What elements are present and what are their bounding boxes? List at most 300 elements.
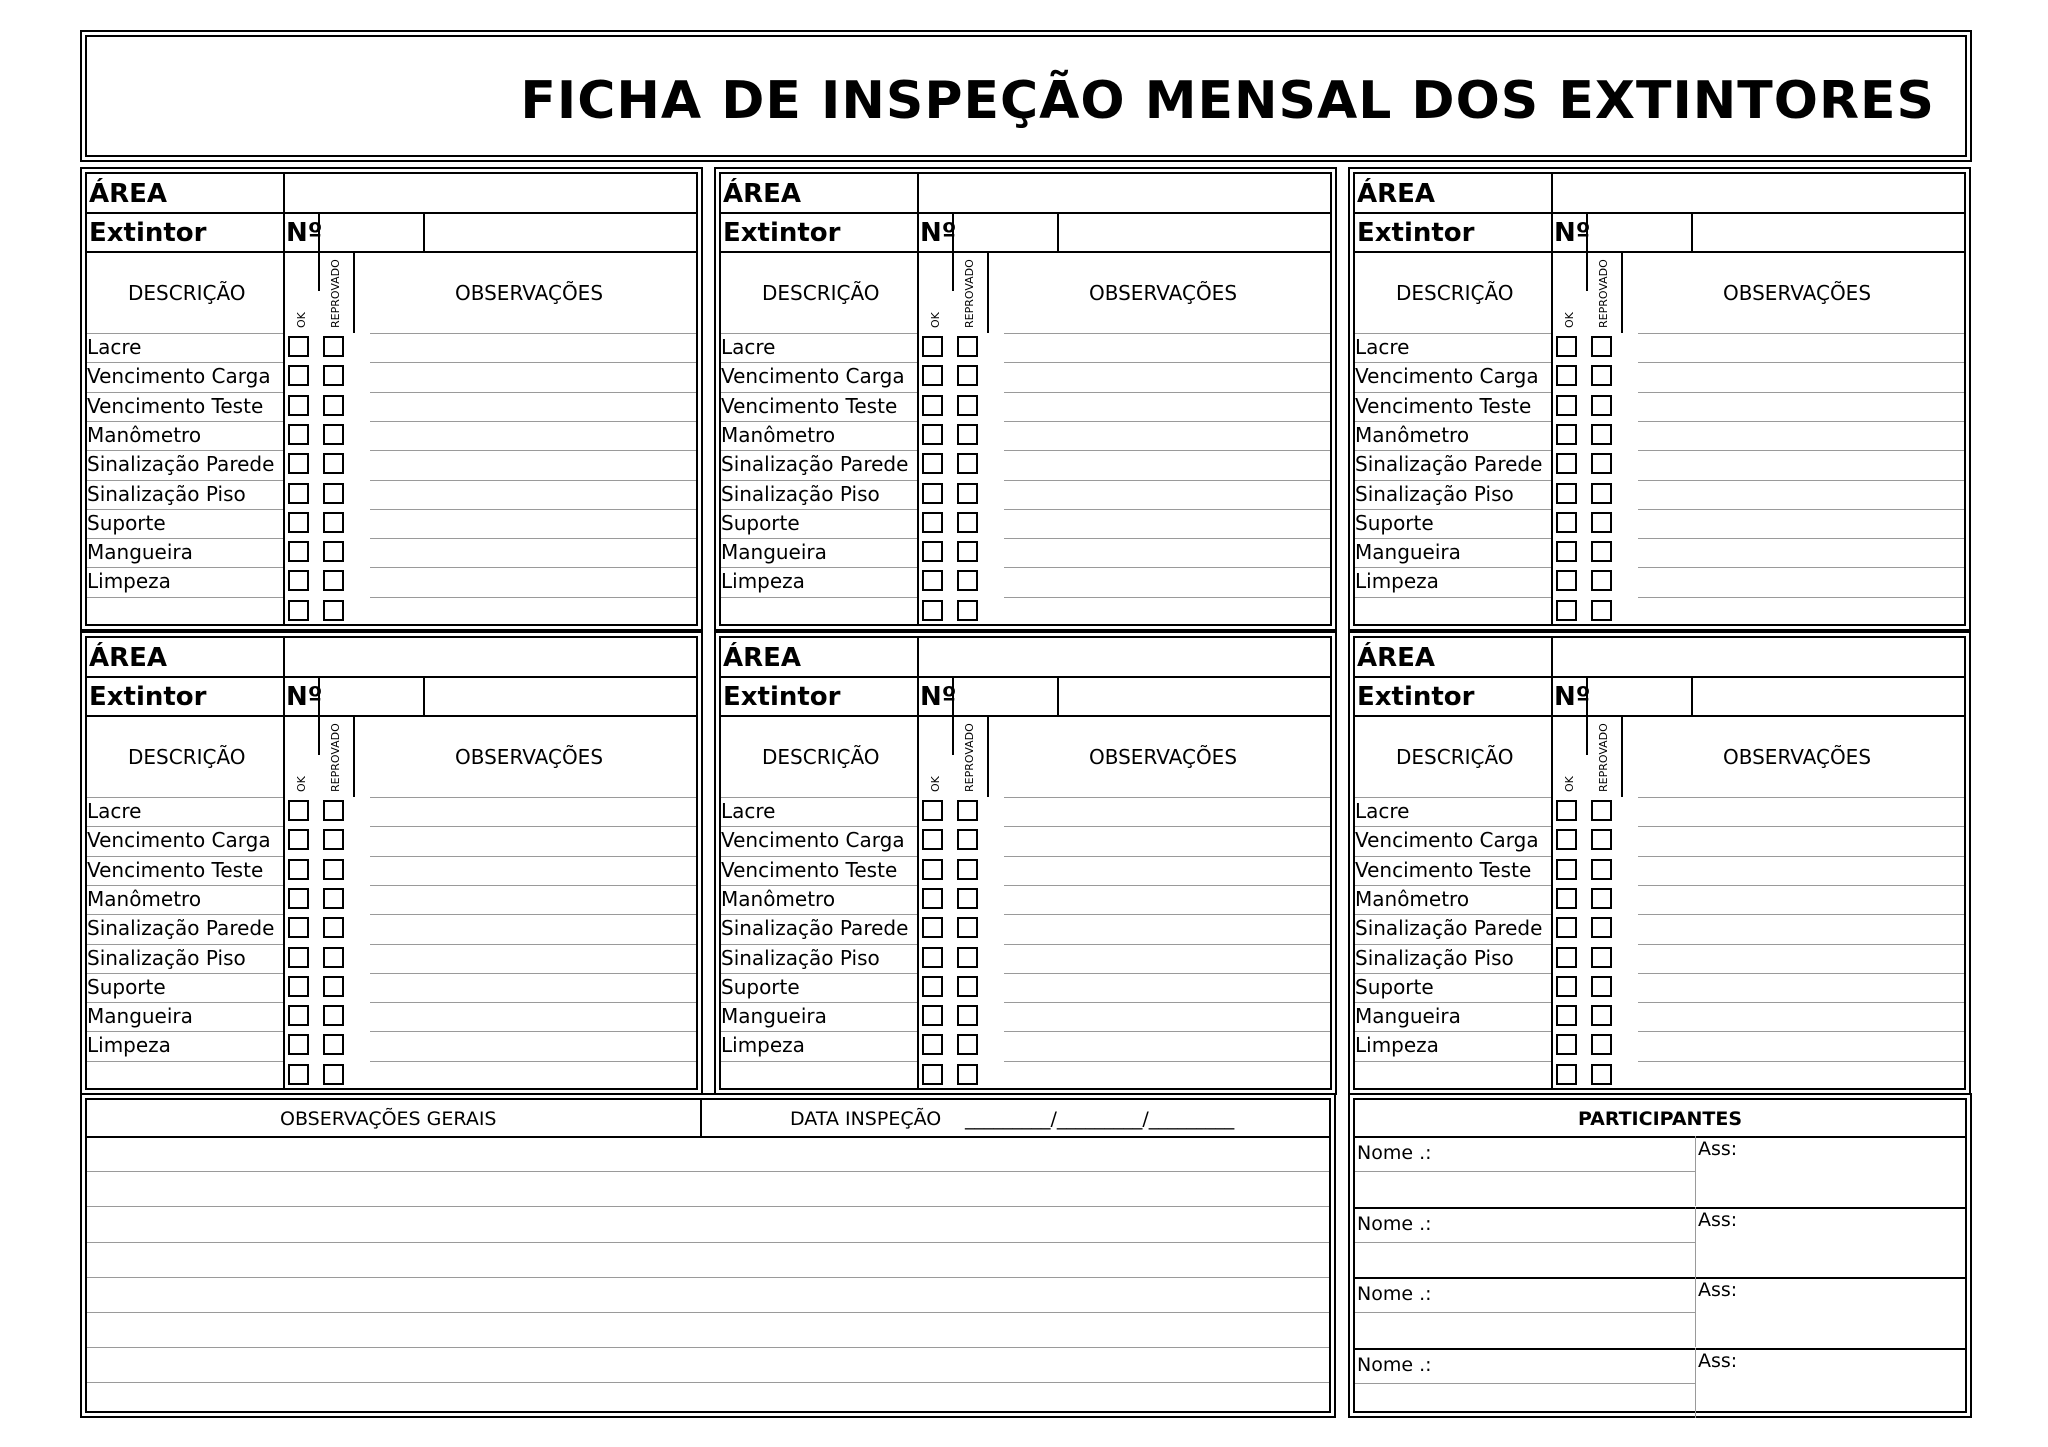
ok-checkbox[interactable] bbox=[922, 424, 943, 445]
numero-label: Nº bbox=[920, 682, 957, 712]
ok-checkbox[interactable] bbox=[1556, 483, 1577, 504]
row-line-left bbox=[87, 392, 283, 393]
ok-checkbox[interactable] bbox=[288, 365, 309, 386]
row-line-left bbox=[721, 885, 917, 886]
ok-checkbox[interactable] bbox=[288, 541, 309, 562]
row-line-left bbox=[721, 450, 917, 451]
reprovado-checkbox[interactable] bbox=[323, 483, 344, 504]
nome-subline bbox=[1355, 1242, 1695, 1243]
ok-checkbox[interactable] bbox=[1556, 424, 1577, 445]
area-label: ÁREA bbox=[1357, 643, 1436, 673]
reprovado-checkbox[interactable] bbox=[957, 829, 978, 850]
extinguisher-panel-inner bbox=[1353, 172, 1966, 626]
reprovado-checkbox[interactable] bbox=[1591, 800, 1612, 821]
ok-checkbox[interactable] bbox=[288, 800, 309, 821]
item-label: Manômetro bbox=[87, 886, 202, 911]
item-label: Limpeza bbox=[87, 1033, 171, 1058]
ok-checkbox[interactable] bbox=[922, 947, 943, 968]
row-line-obs bbox=[1004, 509, 1330, 510]
item-label: Lacre bbox=[1355, 335, 1410, 359]
reprovado-checkbox[interactable] bbox=[957, 512, 978, 533]
numero-field-divider bbox=[423, 676, 425, 715]
row-line-obs bbox=[1004, 480, 1330, 481]
ok-checkbox[interactable] bbox=[1556, 453, 1577, 474]
row-line-obs bbox=[1638, 538, 1964, 539]
item-label: Mangueira bbox=[87, 540, 193, 565]
ok-checkbox[interactable] bbox=[922, 483, 943, 504]
area-line bbox=[87, 676, 696, 678]
reprovado-checkbox[interactable] bbox=[957, 947, 978, 968]
reprovado-checkbox[interactable] bbox=[323, 453, 344, 474]
row-line-obs bbox=[1638, 362, 1964, 363]
row-line-obs bbox=[1004, 362, 1330, 363]
row-line-left bbox=[1355, 1061, 1551, 1062]
ok-checkbox[interactable] bbox=[1556, 947, 1577, 968]
header-bottom-line-obs bbox=[1004, 797, 1330, 798]
observacoes-header: OBSERVAÇÕES bbox=[1723, 745, 1872, 769]
row-line-obs bbox=[1004, 597, 1330, 598]
reprovado-checkbox[interactable] bbox=[1591, 395, 1612, 416]
reprovado-checkbox[interactable] bbox=[323, 1064, 344, 1085]
participants-header-line bbox=[1355, 1136, 1965, 1138]
header-bottom-line-left bbox=[1355, 333, 1551, 334]
ok-checkbox[interactable] bbox=[922, 512, 943, 533]
inspection-date-field[interactable]: _________/_________/_________ bbox=[965, 1108, 1235, 1130]
item-label: Sinalização Piso bbox=[721, 945, 880, 970]
reprovado-checkbox[interactable] bbox=[957, 859, 978, 880]
ok-checkbox[interactable] bbox=[1556, 859, 1577, 880]
item-label: Lacre bbox=[87, 799, 142, 823]
reprovado-checkbox[interactable] bbox=[957, 424, 978, 445]
ok-checkbox[interactable] bbox=[922, 1034, 943, 1055]
row-line-left bbox=[721, 1031, 917, 1032]
row-line-left bbox=[1355, 1002, 1551, 1003]
descricao-header: DESCRIÇÃO bbox=[1396, 281, 1514, 305]
reprovado-checkbox[interactable] bbox=[957, 1064, 978, 1085]
row-line-left bbox=[1355, 856, 1551, 857]
row-line-left bbox=[1355, 944, 1551, 945]
row-line-obs bbox=[1638, 480, 1964, 481]
header-bottom-line-left bbox=[721, 333, 917, 334]
ok-checkbox[interactable] bbox=[922, 976, 943, 997]
numero-label: Nº bbox=[920, 218, 957, 248]
area-line bbox=[721, 676, 1330, 678]
row-line-left bbox=[87, 480, 283, 481]
reprovado-checkbox[interactable] bbox=[957, 453, 978, 474]
participant-line bbox=[1355, 1348, 1965, 1350]
reprovado-checkbox[interactable] bbox=[957, 1034, 978, 1055]
nome-subline bbox=[1355, 1312, 1695, 1313]
row-line-left bbox=[1355, 450, 1551, 451]
item-label: Mangueira bbox=[721, 540, 827, 565]
reprovado-checkbox[interactable] bbox=[957, 888, 978, 909]
reprovado-checkbox[interactable] bbox=[957, 976, 978, 997]
reprovado-checkbox[interactable] bbox=[323, 512, 344, 533]
row-line-left bbox=[721, 856, 917, 857]
extintor-line bbox=[721, 251, 1330, 253]
item-label: Vencimento Teste bbox=[1355, 393, 1532, 418]
general-observations-box bbox=[80, 1093, 1336, 1418]
ok-checkbox[interactable] bbox=[922, 917, 943, 938]
row-line-obs bbox=[370, 856, 696, 857]
ok-checkbox[interactable] bbox=[1556, 1064, 1577, 1085]
area-divider bbox=[917, 174, 919, 212]
ok-checkbox[interactable] bbox=[1556, 1034, 1577, 1055]
ok-checkbox[interactable] bbox=[288, 947, 309, 968]
reprovado-checkbox[interactable] bbox=[1591, 512, 1612, 533]
item-label: Limpeza bbox=[87, 569, 171, 594]
ok-checkbox[interactable] bbox=[288, 1005, 309, 1026]
reprovado-checkbox[interactable] bbox=[1591, 859, 1612, 880]
reprovado-checkbox[interactable] bbox=[1591, 1005, 1612, 1026]
row-line-left bbox=[1355, 392, 1551, 393]
extintor-label: Extintor bbox=[89, 218, 207, 248]
reprovado-checkbox[interactable] bbox=[1591, 888, 1612, 909]
area-line bbox=[87, 212, 696, 214]
row-line-left bbox=[87, 509, 283, 510]
reprovado-checkbox[interactable] bbox=[323, 395, 344, 416]
ok-checkbox[interactable] bbox=[1556, 365, 1577, 386]
ok-checkbox[interactable] bbox=[1556, 512, 1577, 533]
row-line-left bbox=[1355, 885, 1551, 886]
reprovado-checkbox[interactable] bbox=[957, 541, 978, 562]
row-line-obs bbox=[370, 538, 696, 539]
ok-checkbox[interactable] bbox=[288, 395, 309, 416]
reprovado-header: REPROVADO bbox=[1597, 259, 1610, 328]
observacoes-header: OBSERVAÇÕES bbox=[455, 745, 604, 769]
observacoes-header: OBSERVAÇÕES bbox=[1723, 281, 1872, 305]
reprovado-checkbox[interactable] bbox=[323, 917, 344, 938]
row-line-left bbox=[87, 973, 283, 974]
item-label: Suporte bbox=[1355, 510, 1434, 535]
descricao-divider bbox=[1551, 755, 1553, 1090]
participants-inner bbox=[1353, 1098, 1967, 1413]
ok-checkbox[interactable] bbox=[1556, 976, 1577, 997]
ok-checkbox[interactable] bbox=[288, 1034, 309, 1055]
row-line-obs bbox=[370, 480, 696, 481]
reprovado-checkbox[interactable] bbox=[1591, 947, 1612, 968]
observation-line bbox=[87, 1242, 1329, 1243]
numero-label: Nº bbox=[286, 218, 323, 248]
item-label: Manômetro bbox=[721, 422, 836, 447]
item-label: Manômetro bbox=[87, 422, 202, 447]
row-line-obs bbox=[1638, 885, 1964, 886]
row-line-obs bbox=[1004, 885, 1330, 886]
reprovado-checkbox[interactable] bbox=[323, 859, 344, 880]
reprovado-checkbox[interactable] bbox=[323, 947, 344, 968]
ok-header: OK bbox=[295, 776, 308, 792]
item-label: Limpeza bbox=[1355, 569, 1439, 594]
ok-checkbox[interactable] bbox=[922, 365, 943, 386]
ok-checkbox[interactable] bbox=[922, 600, 943, 621]
row-line-obs bbox=[1638, 421, 1964, 422]
extinguisher-panel bbox=[80, 167, 703, 631]
reprovado-header: REPROVADO bbox=[963, 259, 976, 328]
row-line-left bbox=[87, 1002, 283, 1003]
reprovado-checkbox[interactable] bbox=[957, 1005, 978, 1026]
row-line-left bbox=[1355, 1031, 1551, 1032]
row-line-obs bbox=[370, 597, 696, 598]
observation-line bbox=[87, 1347, 1329, 1348]
general-observations-inner bbox=[85, 1098, 1331, 1413]
row-line-obs bbox=[370, 1031, 696, 1032]
ok-checkbox[interactable] bbox=[1556, 888, 1577, 909]
ok-checkbox[interactable] bbox=[288, 600, 309, 621]
area-label: ÁREA bbox=[723, 643, 802, 673]
row-line-obs bbox=[1638, 567, 1964, 568]
nome-label: Nome .: bbox=[1357, 1142, 1432, 1164]
descricao-header: DESCRIÇÃO bbox=[762, 745, 880, 769]
observation-line bbox=[87, 1171, 1329, 1172]
descricao-divider bbox=[283, 291, 285, 626]
nome-label: Nome .: bbox=[1357, 1283, 1432, 1305]
reprovado-divider bbox=[1621, 251, 1623, 333]
reprovado-checkbox[interactable] bbox=[1591, 600, 1612, 621]
ok-checkbox[interactable] bbox=[922, 859, 943, 880]
area-divider bbox=[283, 174, 285, 212]
ok-checkbox[interactable] bbox=[1556, 917, 1577, 938]
row-line-obs bbox=[1004, 826, 1330, 827]
participant-line bbox=[1355, 1207, 1965, 1209]
ok-checkbox[interactable] bbox=[1556, 1005, 1577, 1026]
row-line-left bbox=[721, 826, 917, 827]
descricao-divider bbox=[1551, 291, 1553, 626]
reprovado-checkbox[interactable] bbox=[957, 570, 978, 591]
reprovado-checkbox[interactable] bbox=[323, 1034, 344, 1055]
header-bottom-line-left bbox=[1355, 797, 1551, 798]
ass-label: Ass: bbox=[1698, 1349, 1738, 1372]
item-label: Lacre bbox=[721, 335, 776, 359]
reprovado-header: REPROVADO bbox=[1597, 723, 1610, 792]
item-label: Vencimento Carga bbox=[1355, 364, 1539, 389]
reprovado-checkbox[interactable] bbox=[1591, 829, 1612, 850]
ok-checkbox[interactable] bbox=[1556, 829, 1577, 850]
row-line-obs bbox=[1638, 826, 1964, 827]
row-line-obs bbox=[1638, 856, 1964, 857]
descricao-header: DESCRIÇÃO bbox=[1396, 745, 1514, 769]
reprovado-checkbox[interactable] bbox=[1591, 541, 1612, 562]
reprovado-checkbox[interactable] bbox=[957, 395, 978, 416]
area-label: ÁREA bbox=[89, 179, 168, 209]
ok-checkbox[interactable] bbox=[288, 859, 309, 880]
row-line-left bbox=[87, 421, 283, 422]
reprovado-checkbox[interactable] bbox=[957, 600, 978, 621]
reprovado-checkbox[interactable] bbox=[1591, 570, 1612, 591]
reprovado-checkbox[interactable] bbox=[1591, 365, 1612, 386]
reprovado-checkbox[interactable] bbox=[1591, 483, 1612, 504]
row-line-left bbox=[87, 826, 283, 827]
numero-field-divider bbox=[423, 212, 425, 251]
item-label: Limpeza bbox=[1355, 1033, 1439, 1058]
item-label: Sinalização Parede bbox=[1355, 452, 1543, 477]
ok-checkbox[interactable] bbox=[922, 1005, 943, 1026]
title-box bbox=[80, 30, 1972, 162]
ass-label: Ass: bbox=[1698, 1279, 1738, 1301]
ok-checkbox[interactable] bbox=[288, 336, 309, 357]
ok-checkbox[interactable] bbox=[288, 917, 309, 938]
row-line-left bbox=[1355, 567, 1551, 568]
ok-checkbox[interactable] bbox=[1556, 541, 1577, 562]
area-divider bbox=[917, 638, 919, 676]
ass-divider bbox=[1695, 1348, 1696, 1418]
reprovado-checkbox[interactable] bbox=[323, 336, 344, 357]
reprovado-checkbox[interactable] bbox=[957, 365, 978, 386]
ok-checkbox[interactable] bbox=[288, 1064, 309, 1085]
ok-checkbox[interactable] bbox=[922, 336, 943, 357]
row-line-obs bbox=[370, 885, 696, 886]
ok-checkbox[interactable] bbox=[288, 512, 309, 533]
item-label: Suporte bbox=[87, 510, 166, 535]
row-line-left bbox=[1355, 597, 1551, 598]
row-line-left bbox=[721, 914, 917, 915]
reprovado-divider bbox=[1621, 715, 1623, 797]
descricao-header: DESCRIÇÃO bbox=[762, 281, 880, 305]
reprovado-checkbox[interactable] bbox=[1591, 917, 1612, 938]
area-line bbox=[721, 212, 1330, 214]
extintor-line bbox=[1355, 715, 1964, 717]
ok-checkbox[interactable] bbox=[288, 453, 309, 474]
item-label: Lacre bbox=[87, 335, 142, 359]
ass-label: Ass: bbox=[1698, 1208, 1738, 1231]
reprovado-checkbox[interactable] bbox=[1591, 1064, 1612, 1085]
ok-checkbox[interactable] bbox=[288, 483, 309, 504]
row-line-left bbox=[87, 914, 283, 915]
item-label: Manômetro bbox=[721, 886, 836, 911]
ok-checkbox[interactable] bbox=[922, 800, 943, 821]
ok-checkbox[interactable] bbox=[1556, 395, 1577, 416]
item-label: Manômetro bbox=[1355, 422, 1470, 447]
item-label: Vencimento Teste bbox=[87, 857, 264, 882]
reprovado-checkbox[interactable] bbox=[323, 1005, 344, 1026]
item-label: Vencimento Carga bbox=[87, 828, 271, 853]
row-line-left bbox=[87, 567, 283, 568]
row-line-obs bbox=[1004, 914, 1330, 915]
nome-label: Nome .: bbox=[1357, 1212, 1432, 1235]
descricao-divider bbox=[283, 755, 285, 1090]
reprovado-checkbox[interactable] bbox=[1591, 976, 1612, 997]
extinguisher-panel bbox=[1348, 167, 1971, 631]
footer-header-divider bbox=[700, 1100, 702, 1136]
ok-checkbox[interactable] bbox=[922, 541, 943, 562]
reprovado-checkbox[interactable] bbox=[323, 888, 344, 909]
row-line-left bbox=[721, 480, 917, 481]
ok-checkbox[interactable] bbox=[1556, 336, 1577, 357]
reprovado-checkbox[interactable] bbox=[323, 570, 344, 591]
observacoes-header: OBSERVAÇÕES bbox=[455, 281, 604, 305]
reprovado-checkbox[interactable] bbox=[323, 800, 344, 821]
item-label: Suporte bbox=[721, 510, 800, 535]
page-title: FICHA DE INSPEÇÃO MENSAL DOS EXTINTORES bbox=[520, 71, 1935, 131]
ok-header: OK bbox=[1563, 776, 1576, 792]
nome-subline bbox=[1355, 1171, 1695, 1172]
row-line-left bbox=[87, 450, 283, 451]
reprovado-checkbox[interactable] bbox=[323, 541, 344, 562]
reprovado-checkbox[interactable] bbox=[1591, 1034, 1612, 1055]
area-divider bbox=[1551, 174, 1553, 212]
row-line-left bbox=[87, 944, 283, 945]
reprovado-checkbox[interactable] bbox=[957, 336, 978, 357]
ok-checkbox[interactable] bbox=[922, 888, 943, 909]
item-label: Vencimento Carga bbox=[1355, 828, 1539, 853]
row-line-obs bbox=[1004, 1031, 1330, 1032]
reprovado-checkbox[interactable] bbox=[957, 800, 978, 821]
row-line-left bbox=[1355, 538, 1551, 539]
extintor-label: Extintor bbox=[1357, 218, 1475, 248]
row-line-obs bbox=[1004, 421, 1330, 422]
extinguisher-panel bbox=[714, 631, 1337, 1095]
reprovado-checkbox[interactable] bbox=[323, 829, 344, 850]
header-bottom-line-obs bbox=[370, 333, 696, 334]
ok-header: OK bbox=[929, 312, 942, 328]
row-line-left bbox=[87, 1031, 283, 1032]
extintor-line bbox=[1355, 251, 1964, 253]
header-bottom-line-left bbox=[721, 797, 917, 798]
ok-checkbox[interactable] bbox=[288, 888, 309, 909]
item-label: Vencimento Teste bbox=[721, 393, 898, 418]
ok-checkbox[interactable] bbox=[1556, 800, 1577, 821]
reprovado-checkbox[interactable] bbox=[323, 424, 344, 445]
ok-checkbox[interactable] bbox=[288, 570, 309, 591]
reprovado-checkbox[interactable] bbox=[957, 483, 978, 504]
row-line-obs bbox=[1638, 1061, 1964, 1062]
ok-checkbox[interactable] bbox=[1556, 570, 1577, 591]
row-line-left bbox=[87, 538, 283, 539]
ok-checkbox[interactable] bbox=[922, 395, 943, 416]
reprovado-checkbox[interactable] bbox=[323, 600, 344, 621]
extinguisher-panel-inner bbox=[85, 172, 698, 626]
row-line-obs bbox=[1638, 392, 1964, 393]
reprovado-checkbox[interactable] bbox=[1591, 336, 1612, 357]
extinguisher-panel-inner bbox=[719, 172, 1332, 626]
row-line-obs bbox=[370, 1002, 696, 1003]
reprovado-checkbox[interactable] bbox=[323, 976, 344, 997]
nome-label: Nome .: bbox=[1357, 1353, 1432, 1376]
general-observations-header: OBSERVAÇÕES GERAIS bbox=[280, 1108, 497, 1130]
extinguisher-panel bbox=[714, 167, 1337, 631]
reprovado-checkbox[interactable] bbox=[1591, 453, 1612, 474]
nome-subline bbox=[1355, 1383, 1695, 1384]
item-label: Sinalização Parede bbox=[87, 916, 275, 941]
ok-checkbox[interactable] bbox=[922, 829, 943, 850]
ok-checkbox[interactable] bbox=[922, 453, 943, 474]
reprovado-checkbox[interactable] bbox=[323, 365, 344, 386]
row-line-obs bbox=[1004, 392, 1330, 393]
item-label: Lacre bbox=[1355, 799, 1410, 823]
observation-line bbox=[87, 1382, 1329, 1383]
ok-checkbox[interactable] bbox=[922, 570, 943, 591]
row-line-obs bbox=[370, 914, 696, 915]
row-line-left bbox=[721, 597, 917, 598]
reprovado-checkbox[interactable] bbox=[957, 917, 978, 938]
ok-checkbox[interactable] bbox=[288, 424, 309, 445]
row-line-obs bbox=[1004, 973, 1330, 974]
reprovado-checkbox[interactable] bbox=[1591, 424, 1612, 445]
ok-header: OK bbox=[295, 312, 308, 328]
header-bottom-line-left bbox=[87, 333, 283, 334]
ok-checkbox[interactable] bbox=[1556, 600, 1577, 621]
descricao-header: DESCRIÇÃO bbox=[128, 745, 246, 769]
ok-checkbox[interactable] bbox=[922, 1064, 943, 1085]
ok-checkbox[interactable] bbox=[288, 829, 309, 850]
reprovado-divider bbox=[987, 251, 989, 333]
ok-checkbox[interactable] bbox=[288, 976, 309, 997]
row-line-left bbox=[87, 1061, 283, 1062]
row-line-obs bbox=[370, 567, 696, 568]
row-line-obs bbox=[370, 509, 696, 510]
row-line-obs bbox=[1638, 597, 1964, 598]
reprovado-divider bbox=[353, 251, 355, 333]
reprovado-header: REPROVADO bbox=[329, 259, 342, 328]
